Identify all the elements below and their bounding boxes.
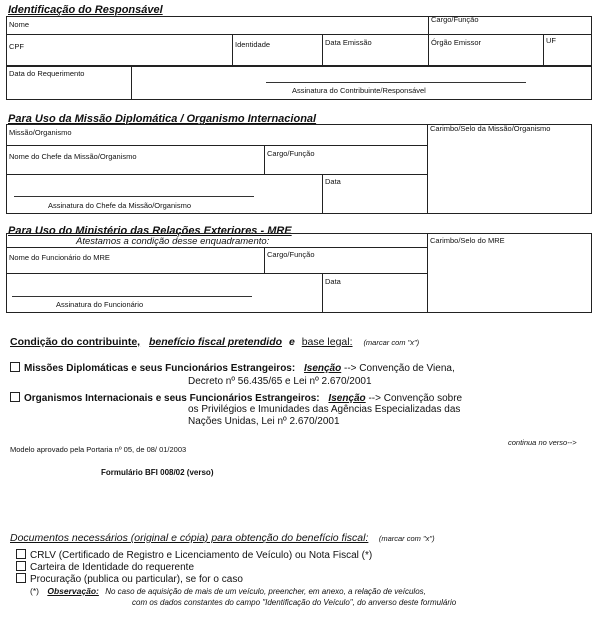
observacao-mark: (*) [30,586,39,596]
divider [427,233,428,313]
condicao-heading [10,336,419,348]
missoes-convencao: --> Convenção de Viena, [341,363,455,374]
divider [232,34,233,66]
divider [428,16,429,66]
option-missoes [10,362,455,374]
data-requerimento-field[interactable]: Data do Requerimento [9,69,85,78]
section-title-mre: Para Uso do Ministério das Relações Exteriores - MRE [8,225,292,237]
missao-organismo-field[interactable]: Missão/Organismo [9,128,72,137]
assinatura-contribuinte-label: Assinatura do Contribuinte/Responsável [292,86,426,95]
section-title-missao: Para Uso da Missão Diplomática / Organismo Internacional [8,113,317,125]
divider [322,34,323,66]
identificacao-grid [6,16,592,66]
carteira-checkbox[interactable] [16,561,26,571]
divider [6,273,427,274]
cargo-funcao-field[interactable]: Cargo/Função [431,15,479,24]
section-title-identificacao: Identificação do Responsável [8,4,163,16]
organismos-convencao: --> Convenção sobre [365,393,463,404]
conjunction-e: e [288,336,295,348]
divider [322,273,323,313]
data-mre-field[interactable]: Data [325,277,341,286]
carimbo-mre-field[interactable]: Carimbo/Selo do MRE [430,236,505,245]
organismos-isencao: Isenção [328,393,366,404]
modelo-aprovado-text: Modelo aprovado pela Portaria nº 05, de 08/ 01/2003 [10,445,187,454]
base-legal-text: base legal: [301,336,353,348]
assinatura-funcionario-label: Assinatura do Funcionário [56,300,144,309]
documentos-heading [10,528,435,546]
crlv-checkbox[interactable] [16,549,26,559]
marcar-hint: (marcar com "x") [363,338,420,347]
documentos-title: Documentos necessários (original e cópia) para obtenção do benefício fiscal: [10,532,369,544]
assinatura-funcionario-line[interactable] [12,296,252,297]
assinatura-chefe-label: Assinatura do Chefe da Missão/Organismo [48,201,191,210]
carimbo-missao-field[interactable]: Carimbo/Selo da Missão/Organismo [430,124,551,133]
divider [322,174,323,214]
orgao-emissor-field[interactable]: Órgão Emissor [431,38,482,47]
divider [264,145,265,174]
missoes-checkbox[interactable] [10,362,20,372]
continua-verso-text: continua no verso--> [508,438,577,447]
procuracao-label: Procuração (publica ou particular), se for o caso [30,574,243,585]
carteira-label: Carteira de Identidade do requerente [30,562,195,573]
observacao-line [30,586,426,596]
missoes-isencao: Isenção [303,363,342,374]
missoes-label: Missões Diplomáticas e seus Funcionários Estrangeiros: [24,363,296,374]
organismos-checkbox[interactable] [10,392,20,402]
nome-chefe-field[interactable]: Nome do Chefe da Missão/Organismo [9,152,137,161]
divider [6,145,427,146]
procuracao-checkbox[interactable] [16,573,26,583]
uf-field[interactable]: UF [546,36,556,45]
doc-item-carteira [16,561,194,573]
divider [543,34,544,66]
divider [6,34,592,35]
observacao-text-1: No caso de aquisição de mais de um veículo, preencher, em anexo, a relação de veículos, [105,587,426,596]
doc-item-procuracao [16,573,243,585]
crlv-label: CRLV (Certificado de Registro e Licenciamento de Veículo) ou Nota Fiscal (*) [30,550,373,561]
nome-funcionario-field[interactable]: Nome do Funcionário do MRE [9,253,110,262]
data-emissao-field[interactable]: Data Emissão [325,38,372,47]
organismos-base-legal-1: os Privilégios e Imunidades das Agências Especializadas das [188,404,461,415]
assinatura-chefe-line[interactable] [14,196,254,197]
nome-field[interactable]: Nome [9,20,30,29]
cpf-field[interactable]: CPF [9,42,24,51]
atestamos-text: Atestamos a condição desse enquadramento: [76,236,270,247]
organismos-base-legal-2: Nações Unidas, Lei nº 2.670/2001 [188,416,340,427]
identidade-field[interactable]: Identidade [235,40,271,49]
condicao-contribuinte-text: Condição do contribuinte, [10,336,141,348]
observacao-label: Observação: [47,586,99,596]
cargo-funcionario-field[interactable]: Cargo/Função [267,250,315,259]
doc-item-crlv [16,549,372,561]
divider [6,174,427,175]
cargo-chefe-field[interactable]: Cargo/Função [267,149,315,158]
documentos-hint: (marcar com "x") [378,534,435,543]
divider [6,247,427,248]
data-missao-field[interactable]: Data [325,177,341,186]
assinatura-contribuinte-line[interactable] [266,82,526,83]
divider [427,124,428,214]
divider [264,247,265,273]
observacao-text-2: com os dados constantes do campo "Identificação do Veículo", do anverso deste formulário [132,598,457,607]
missoes-base-legal: Decreto nº 56.435/65 e Lei nº 2.670/2001 [188,376,372,387]
organismos-label: Organismos Internacionais e seus Funcionários Estrangeiros: [24,393,320,404]
beneficio-fiscal-text: benefício fiscal pretendido [149,336,283,348]
formulario-code: Formulário BFI 008/02 (verso) [101,468,214,477]
option-organismos [10,392,462,404]
divider [131,66,132,100]
